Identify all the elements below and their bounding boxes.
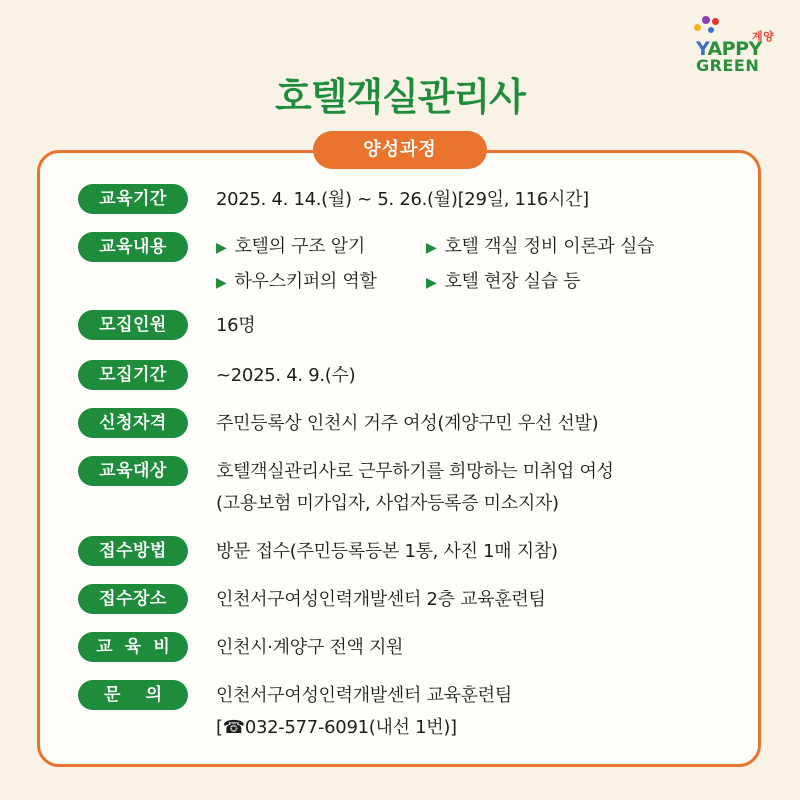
label-target: 교육대상	[78, 456, 188, 486]
page-title: 호텔객실관리사	[275, 75, 525, 119]
list-item: ▶ 호텔 현장 실습 등	[426, 271, 581, 292]
value-recruit-period: ~2025. 4. 9.(수)	[216, 365, 356, 386]
value-eligibility: 주민등록상 인천시 거주 여성(계양구민 우선 선발)	[216, 413, 599, 434]
triangle-right-icon: ▶	[216, 275, 227, 291]
list-item: ▶ 호텔 객실 정비 이론과 실습	[426, 236, 655, 257]
label-recruits: 모집인원	[78, 310, 188, 340]
value-recruits: 16명	[216, 315, 256, 336]
label-content: 교육내용	[78, 232, 188, 262]
triangle-right-icon: ▶	[426, 275, 437, 291]
label-eligibility: 신청자격	[78, 408, 188, 438]
row-method	[78, 536, 558, 568]
row-content	[78, 232, 726, 297]
target-line1: 호텔객실관리사로 근무하기를 희망하는 미취업 여성	[216, 461, 614, 482]
list-item: ▶ 하우스키퍼의 역할	[216, 271, 377, 292]
label-inquiry: 문 의	[78, 680, 188, 710]
value-place: 인천서구여성인력개발센터 2층 교육훈련팀	[216, 589, 546, 610]
row-period	[78, 184, 589, 216]
row-recruits	[78, 310, 255, 342]
value-target	[216, 456, 614, 520]
row-target	[78, 456, 614, 520]
label-place: 접수장소	[78, 584, 188, 614]
list-item: ▶ 호텔의 구조 알기	[216, 236, 365, 257]
label-recruit-period: 모집기간	[78, 360, 188, 390]
triangle-right-icon: ▶	[216, 240, 227, 256]
value-period: 2025. 4. 14.(월) ~ 5. 26.(월)[29일, 116시간]	[216, 189, 589, 210]
logo-line2: GREEN	[696, 56, 760, 75]
target-line2: (고용보험 미가입자, 사업자등록증 미소지자)	[216, 493, 559, 514]
value-inquiry	[216, 680, 512, 744]
content-list	[216, 233, 726, 297]
row-inquiry	[78, 680, 512, 744]
logo-line1: YAPPY	[696, 38, 762, 60]
row-recruit-period	[78, 360, 355, 392]
label-method: 접수방법	[78, 536, 188, 566]
triangle-right-icon: ▶	[426, 240, 437, 256]
row-fee	[78, 632, 403, 664]
label-period: 교육기간	[78, 184, 188, 214]
value-method: 방문 접수(주민등록등본 1통, 사진 1매 지참)	[216, 541, 558, 562]
course-badge: 양성과정	[313, 131, 487, 169]
inquiry-line2: [☎032-577-6091(내선 1번)]	[216, 717, 457, 738]
value-fee: 인천시·계양구 전액 지원	[216, 637, 404, 658]
inquiry-line1: 인천서구여성인력개발센터 교육훈련팀	[216, 685, 512, 706]
row-place	[78, 584, 546, 616]
logo-small-text: 계양	[752, 30, 775, 43]
label-fee: 교 육 비	[78, 632, 188, 662]
row-eligibility	[78, 408, 598, 440]
